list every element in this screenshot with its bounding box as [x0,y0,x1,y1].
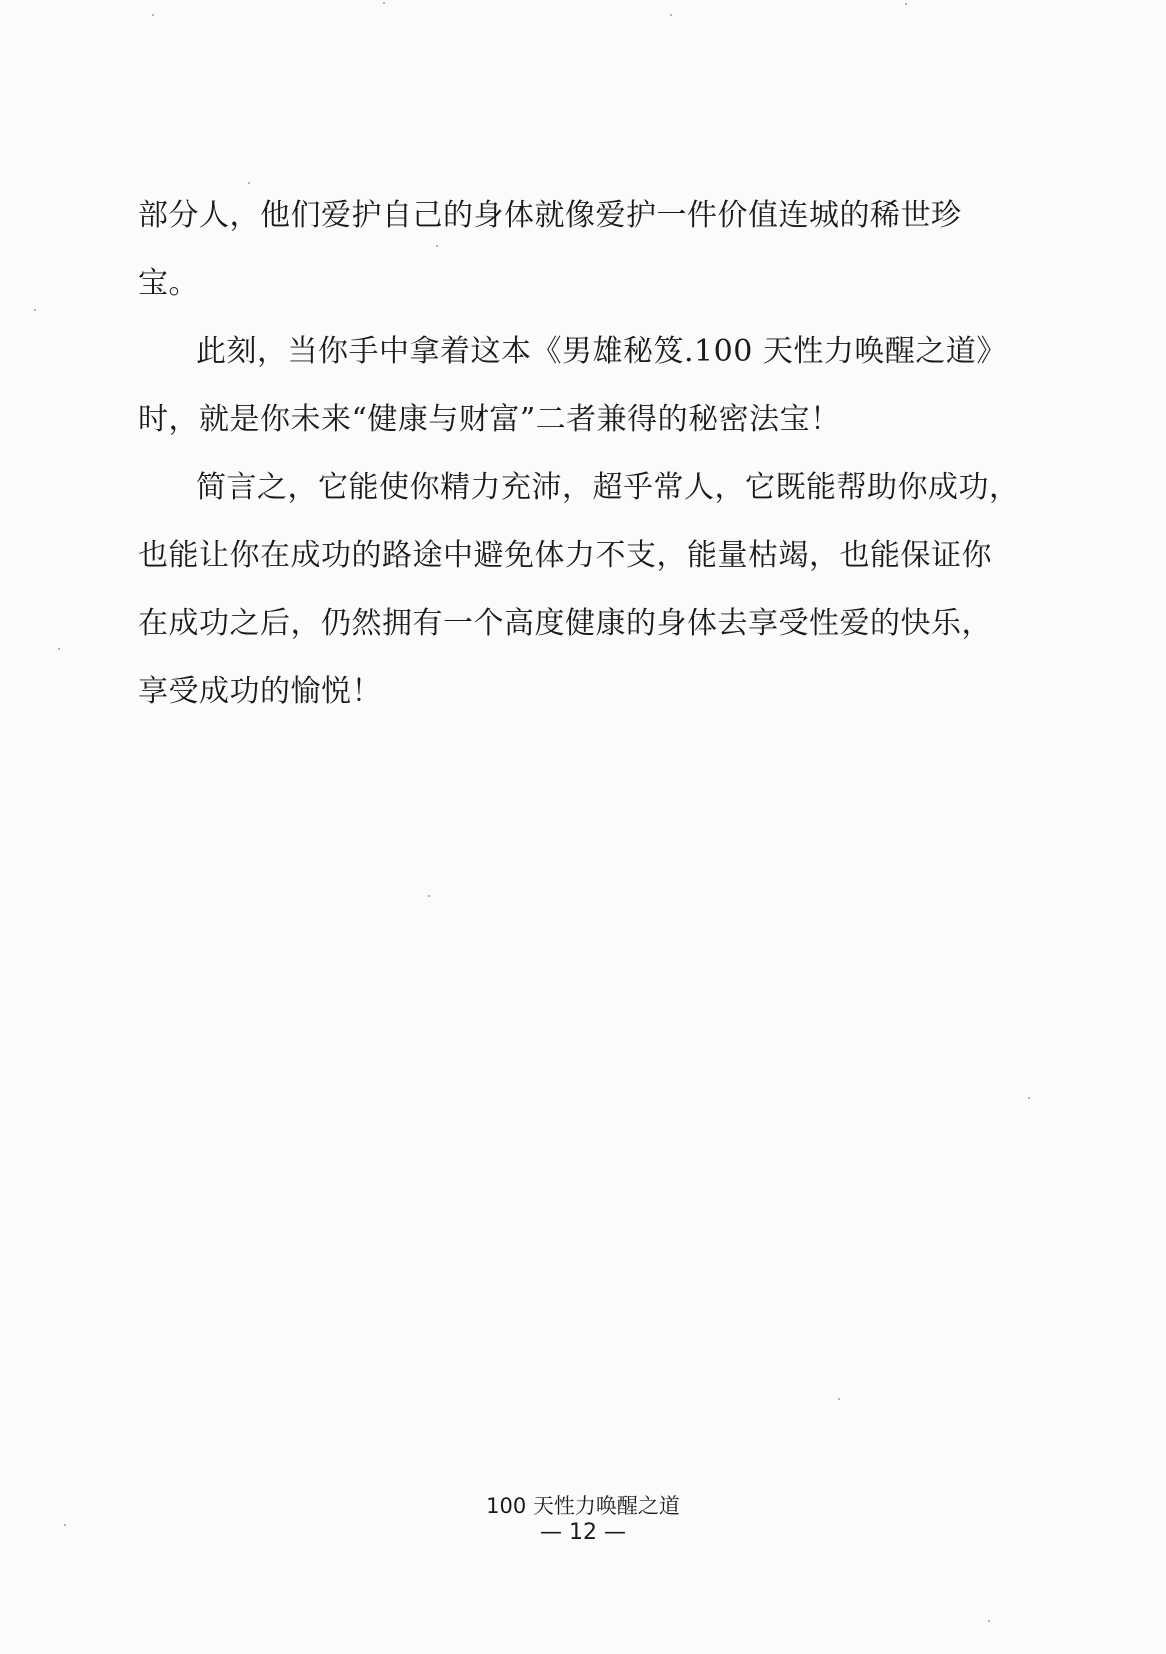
scan-speck [152,14,154,16]
scan-speck [428,895,430,897]
scan-speck [436,245,438,247]
paragraph-line: 部分人，他们爱护自己的身体就像爱护一件价值连城的稀世珍 [138,198,962,233]
paragraph-line: 时，就是你未来“健康与财富”二者兼得的秘密法宝！ [138,402,841,437]
page-number: — 12 — [540,1520,626,1545]
scan-speck [58,648,60,650]
paragraph-line: 在成功之后，仍然拥有一个高度健康的身体去享受性爱的快乐， [138,606,992,641]
scan-speck [383,2,385,4]
paragraph-line: 宝。 [138,266,199,301]
scan-speck [670,14,672,16]
scan-speck [34,309,36,311]
scan-speck [248,182,250,184]
body-text [138,182,1020,726]
scan-speck [64,1524,66,1526]
scan-speck [905,3,907,5]
paragraph-line: 此刻，当你手中拿着这本《男雄秘笈.100 天性力唤醒之道》 [196,334,1007,369]
paragraph-line: 享受成功的愉悦！ [138,674,382,709]
paragraph-line: 也能让你在成功的路途中避免体力不支，能量枯竭，也能保证你 [138,538,992,573]
paragraph-line: 简言之，它能使你精力充沛，超乎常人，它既能帮助你成功， [196,470,1020,505]
footer-book-title: 100 天性力唤醒之道 [486,1494,680,1518]
scan-speck [988,1620,990,1622]
scan-speck [838,1398,840,1400]
scan-speck [1028,1097,1030,1099]
